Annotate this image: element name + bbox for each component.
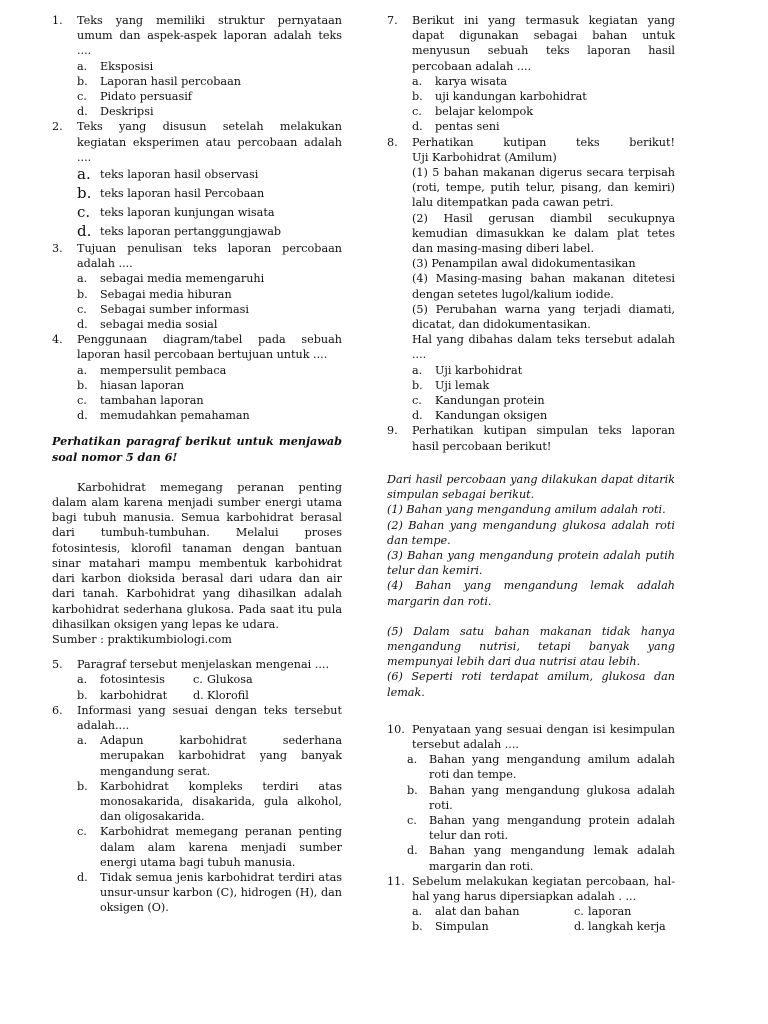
question-number: 1. [52,14,63,27]
question-3 [52,241,342,271]
left-column [52,13,342,916]
q4-option-b[interactable]: b. hiasan laporan [77,378,184,392]
passage-source: Sumber : praktikumbiologi.com [52,632,232,646]
q7-option-b[interactable]: b. uji kandungan karbohidrat [412,90,587,104]
reading-instruction: Perhatikan paragraf berikut untuk menjawab soal nomor 5 dan 6! [52,434,342,464]
question-number: 11. [387,874,405,888]
excerpt-step-2: (2) Hasil gerusan diambil secukupnya kemudian dimasukkan ke dalam plat tetes dan masing-masing diberi label. [412,211,675,256]
q4-option-a[interactable]: a. mempersulit pembaca [77,363,227,377]
conclusion-block [387,472,675,700]
excerpt-step-3: (3) Penampilan awal didokumentasikan [412,257,636,271]
question-stem: Sebelum melakukan kegiatan percobaan, hal-hal yang harus dipersiapkan adalah . ... [412,874,675,903]
question-number: 9. [387,424,398,438]
q10-option-a[interactable]: a. Bahan yang mengandung amilum adalah roti dan tempe. [407,753,675,782]
q2-option-b[interactable]: b. teks laporan hasil Percobaan [77,184,265,203]
q8-option-d[interactable]: d. Kandungan oksigen [412,409,548,423]
q2-option-a[interactable]: a. teks laporan hasil observasi [77,165,259,184]
question-number: 4. [52,333,63,347]
q1-option-b[interactable]: b. Laporan hasil percobaan [77,74,241,88]
q5-options-row-1 [52,672,342,687]
q11-option-d[interactable]: d. langkah kerja [574,920,666,934]
question-number: 2. [52,120,63,134]
q10-option-d[interactable]: d. Bahan yang mengandung lemak adalah margarin dan roti. [407,844,675,873]
question-stem: Berikut ini yang termasuk kegiatan yang dapat digunakan sebagai bahan untuk menyusun sebuah teks laporan hasil percobaan adalah .... [412,14,675,73]
q5-option-c[interactable]: c. Glukosa [193,673,253,687]
conclusion-item-2: (2) Bahan yang mengandung glukosa adalah roti dan tempe. [387,518,675,547]
q1-option-c[interactable]: c. Pidato persuasif [77,90,192,104]
reading-passage: Karbohidrat memegang peranan penting dalam alam karena menjadi sumber energi utama bagi tubuh manusia. Semua karbohidrat berasal dari tumbuh-tumbuhan. Melalui proses fotosintesis, klorofil tanaman dengan bantuan sinar matahari mampu membentuk karbohidrat dari karbon dioksida berasal dari udara dan air dari tanah. Karbohidrat yang dihasilkan adalah karbohidrat sederhana glukosa. Pada saat itu pula dihasilkan oksigen yang lepas ke udara. [52,480,342,631]
q8-option-b[interactable]: b. Uji lemak [412,378,490,392]
question-5 [52,657,342,672]
q10-option-b[interactable]: b. Bahan yang mengandung glukosa adalah roti. [407,783,675,812]
q4-option-c[interactable]: c. tambahan laporan [77,394,204,408]
conclusion-item-4: (4) Bahan yang mengandung lemak adalah margarin dan roti. [387,579,675,608]
question-number: 6. [52,703,63,717]
question-9 [387,423,675,453]
question-stem: Perhatikan kutipan simpulan teks laporan hasil percobaan berikut! [412,424,675,453]
question-4 [52,332,342,362]
q5-option-a[interactable]: a. fotosintesis [77,673,165,687]
q6-option-c[interactable]: c. Karbohidrat memegang peranan penting dalam alam karena menjadi sumber energi utama bagi tubuh manusia. [77,825,342,869]
q11-options-row-2 [387,919,675,934]
q6-option-b[interactable]: b. Karbohidrat kompleks terdiri atas monosakarida, disakarida, gula alkohol, dan oligosakarida. [77,779,342,824]
q7-option-d[interactable]: d. pentas seni [412,120,500,134]
q7-option-c[interactable]: c. belajar kelompok [412,105,534,119]
q3-option-c[interactable]: c. Sebagai sumber informasi [77,302,249,316]
conclusion-item-6: (6) Seperti roti terdapat amilum, glukosa dan lemak. [387,670,675,699]
q8-question: Hal yang dibahas dalam teks tersebut adalah .... [412,333,675,362]
excerpt-step-1: (1) 5 bahan makanan digerus secara terpisah (roti, tempe, putih telur, pisang, dan kemiri) lalu ditempatkan pada cawan petri. [412,166,675,210]
question-stem: Informasi yang sesuai dengan teks tersebut adalah.... [77,703,342,732]
q11-option-b[interactable]: b. Simpulan [412,920,489,934]
q1-option-d[interactable]: d. Deskripsi [77,105,154,119]
question-number: 5. [52,658,63,672]
q3-option-d[interactable]: d. sebagai media sosial [77,318,218,332]
q6-option-a[interactable]: a. Adapun karbohidrat sederhana merupakan karbohidrat yang banyak mengandung serat. [77,734,342,778]
question-10 [387,722,675,752]
excerpt-step-4: (4) Masing-masing bahan makanan ditetesi dengan setetes lugol/kalium iodide. [412,272,675,301]
question-stem: Penggunaan diagram/tabel pada sebuah laporan hasil percobaan bertujuan untuk .... [77,333,342,362]
question-stem: Penyataan yang sesuai dengan isi kesimpulan tersebut adalah .... [412,722,675,751]
question-2 [52,119,342,165]
question-11 [387,874,675,904]
question-number: 3. [52,242,63,256]
q10-option-c[interactable]: c. Bahan yang mengandung protein adalah telur dan roti. [407,813,675,843]
q11-option-a[interactable]: a. alat dan bahan [412,905,520,919]
question-stem: Perhatikan kutipan teks berikut! [412,135,675,149]
q11-options-row-1 [387,904,675,919]
conclusion-item-5: (5) Dalam satu bahan makanan tidak hanya mengandung nutrisi, tetapi banyak yang mempunyai lebih dari dua nutrisi atau lebih. [387,624,675,669]
q5-options-row-2 [52,688,342,703]
question-7 [387,13,675,74]
right-column [387,13,675,935]
q3-option-b[interactable]: b. Sebagai media hiburan [77,287,232,301]
q3-option-a[interactable]: a. sebagai media memengaruhi [77,272,265,286]
q5-option-d[interactable]: d. Klorofil [193,688,249,702]
question-8 [387,135,675,363]
excerpt-title: Uji Karbohidrat (Amilum) [412,150,557,164]
q6-option-d[interactable]: d. Tidak semua jenis karbohidrat terdiri atas unsur-unsur karbon (C), hidrogen (H), dan oksigen (O). [77,870,342,915]
q2-option-d[interactable]: d. teks laporan pertanggungjawab [77,222,282,241]
question-number: 10. [387,722,405,736]
conclusion-item-3: (3) Bahan yang mengandung protein adalah putih telur dan kemiri. [387,548,675,578]
question-number: 7. [387,14,398,27]
q1-option-a[interactable]: a. Eksposisi [77,59,154,73]
question-6 [52,703,342,733]
question-stem: Teks yang memiliki struktur pernyataan umum dan aspek-aspek laporan adalah teks .... [77,14,342,58]
q11-option-c[interactable]: c. laporan [574,905,632,919]
question-stem: Teks yang disusun setelah melakukan kegiatan eksperimen atau percobaan adalah .... [77,120,342,164]
q8-option-a[interactable]: a. Uji karbohidrat [412,363,523,377]
q8-option-c[interactable]: c. Kandungan protein [412,394,545,408]
question-stem: Paragraf tersebut menjelaskan mengenai .... [77,658,330,672]
q4-option-d[interactable]: d. memudahkan pemahaman [77,409,250,423]
q5-option-b[interactable]: b. karbohidrat [77,688,168,702]
q7-option-a[interactable]: a. karya wisata [412,74,508,88]
question-number: 8. [387,135,398,149]
excerpt-step-5: (5) Perubahan warna yang terjadi diamati, dicatat, dan didokumentasikan. [412,302,675,332]
question-1 [52,13,342,59]
conclusion-item-1: (1) Bahan yang mengandung amilum adalah roti. [387,503,666,517]
q2-option-c[interactable]: c. teks laporan kunjungan wisata [77,203,275,222]
question-stem: Tujuan penulisan teks laporan percobaan adalah .... [77,242,342,271]
conclusion-intro: Dari hasil percobaan yang dilakukan dapat ditarik simpulan sebagai berikut. [387,472,675,502]
